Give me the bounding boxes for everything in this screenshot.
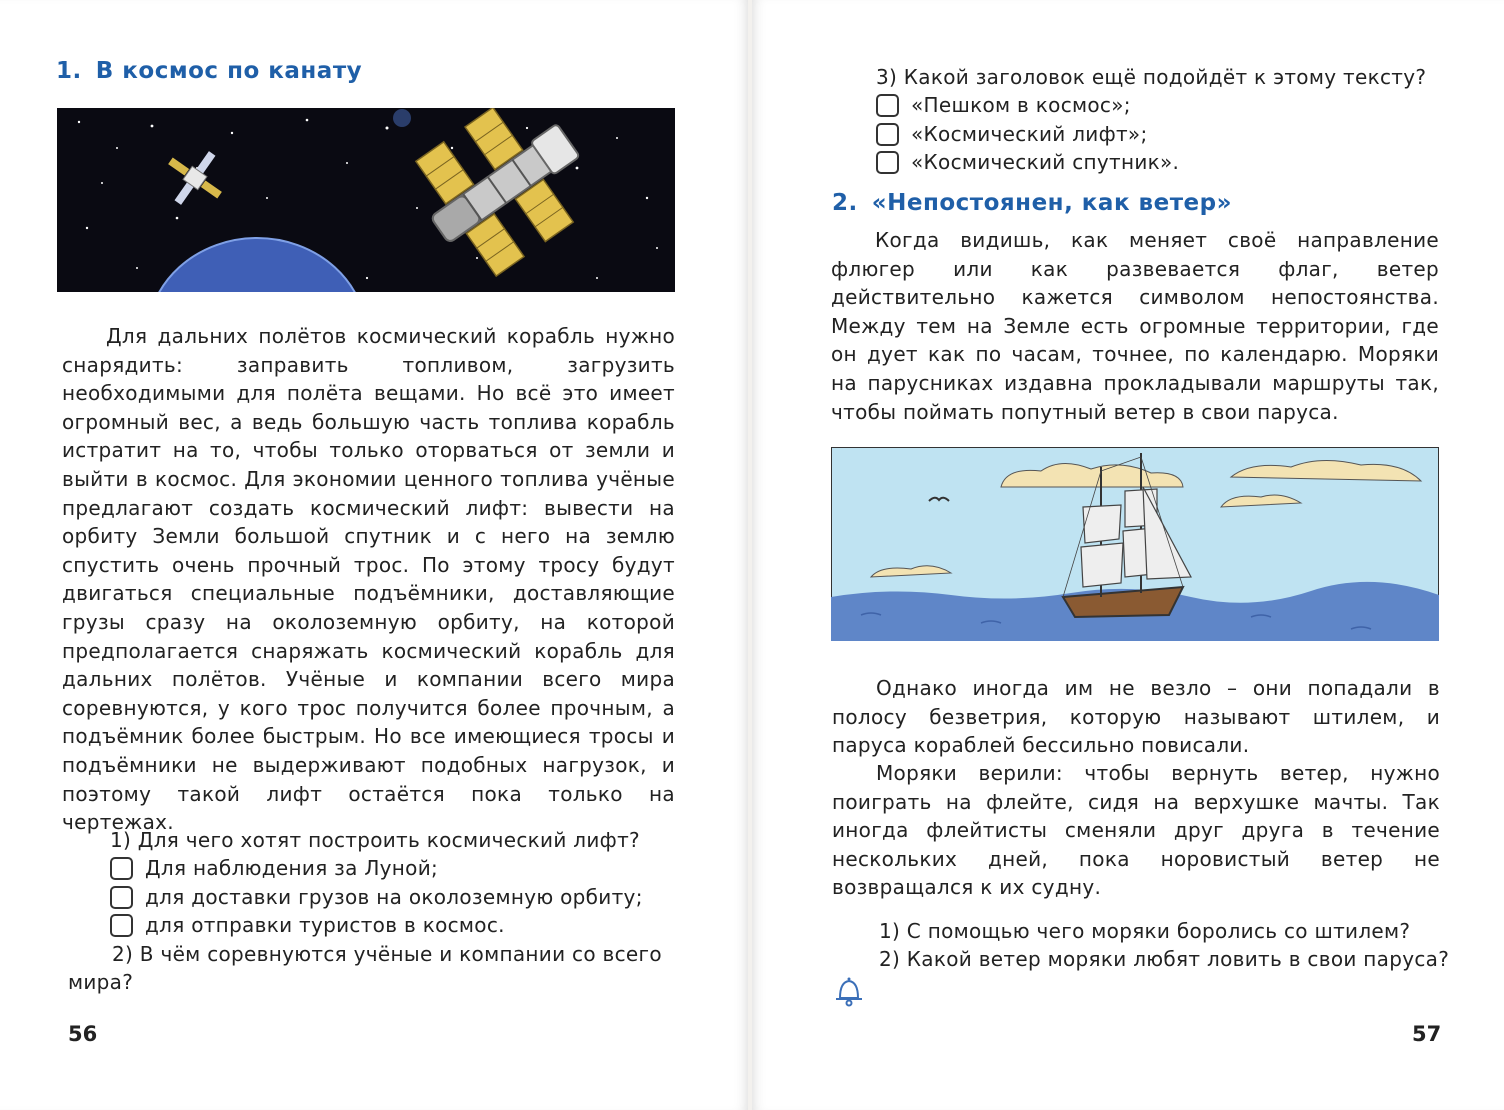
answer-option-label: для отправки туристов в космос.: [145, 913, 505, 938]
checkbox[interactable]: [876, 123, 899, 146]
question-block-right: [879, 917, 1479, 974]
question-block-2: [68, 940, 680, 997]
answer-option[interactable]: [110, 854, 710, 882]
question-2: 2) В чём соревнуются учёные и компании со всего: [112, 942, 662, 966]
checkbox[interactable]: [110, 886, 133, 909]
section-title: В космос по канату: [95, 58, 363, 84]
answer-option[interactable]: [876, 120, 1486, 148]
left-page: [0, 0, 748, 1110]
question-1: 1) С помощью чего моряки боролись со штилем?: [879, 919, 1411, 943]
article-paragraph-3: Моряки верили: чтобы вернуть ветер, нужно поиграть на флейте, сидя на верхушке мачты. Так иногда флейтисты сменяли друг друга в течение нескольких дней, пока норовистый ветер не возвращался к их судну.: [832, 761, 1440, 900]
question-block-1: [110, 826, 710, 940]
page-number: 57: [1412, 1022, 1442, 1046]
checkbox[interactable]: [876, 94, 899, 117]
bell-icon: [832, 974, 866, 1008]
space-satellite-illustration: [57, 108, 675, 292]
question-2: 2) Какой ветер моряки любят ловить в свои паруса?: [879, 947, 1450, 972]
section-number: 1.: [56, 58, 82, 84]
section-heading-1: [56, 58, 362, 84]
article-paragraph-1: Когда видишь, как меняет своё направление флюгер или как развевается флаг, ветер действительно кажется символом непостоянства. Между тем на Земле есть огромные территории, где он дует как по часам, точнее, по календарю. Моряки на парусниках издавна прокладывали маршруты так, чтобы поймать попутный ветер в свои паруса.: [831, 228, 1439, 424]
article-paragraph-2: Однако иногда им не везло – они попадали в полосу безветрия, которую называют штилем, и паруса кораблей бессильно повисали.: [832, 676, 1440, 758]
answer-option[interactable]: [110, 883, 710, 911]
answer-option-label: для доставки грузов на околоземную орбиту;: [145, 884, 643, 909]
answer-option-label: «Пешком в космос»;: [911, 93, 1131, 118]
question-2-continuation: мира?: [68, 970, 134, 995]
answer-option-label: Для наблюдения за Луной;: [145, 856, 439, 881]
checkbox[interactable]: [110, 857, 133, 880]
question-3: 3) Какой заголовок ещё подойдёт к этому тексту?: [876, 65, 1427, 89]
answer-option[interactable]: [876, 148, 1486, 176]
answer-option[interactable]: [876, 91, 1486, 119]
answer-option-label: «Космический спутник».: [911, 150, 1180, 175]
answer-option-label: «Космический лифт»;: [911, 121, 1148, 146]
checkbox[interactable]: [110, 914, 133, 937]
right-page: [752, 0, 1504, 1110]
section-title: «Непостоянен, как ветер»: [871, 190, 1232, 216]
checkbox[interactable]: [876, 151, 899, 174]
question-1: 1) Для чего хотят построить космический лифт?: [110, 828, 640, 852]
section-number: 2.: [832, 190, 858, 216]
sailing-ship-illustration: [831, 447, 1439, 641]
article-paragraph: Для дальних полётов космический корабль нужно снарядить: заправить топливом, загрузить необходимыми для полёта вещами. Но всё это имеет огромный вес, а ведь большую часть топлива корабль истратит на то, чтобы только оторваться от земли и выйти в космос. Для экономии ценного топлива учёные предлагают создать космический лифт: вывести на орбиту Земли большой спутник и с него на землю спустить очень прочный трос. По этому тросу будут двигаться специальные подъёмники, доставляющие грузы сразу на околоземную орбиту, на которой предполагается снаряжать космический корабль для дальних полётов. Учёные и компании всего мира соревнуются, у кого трос получится более прочным, а подъёмник более быстрым. Но все имеющиеся тросы и подъёмники не выдерживают подобных нагрузок, и поэтому такой лифт остаётся пока только на чертежах.: [62, 324, 675, 835]
section-heading-2: [832, 190, 1232, 216]
question-block-3: [876, 63, 1486, 177]
answer-option[interactable]: [110, 911, 710, 939]
page-number: 56: [68, 1022, 98, 1046]
